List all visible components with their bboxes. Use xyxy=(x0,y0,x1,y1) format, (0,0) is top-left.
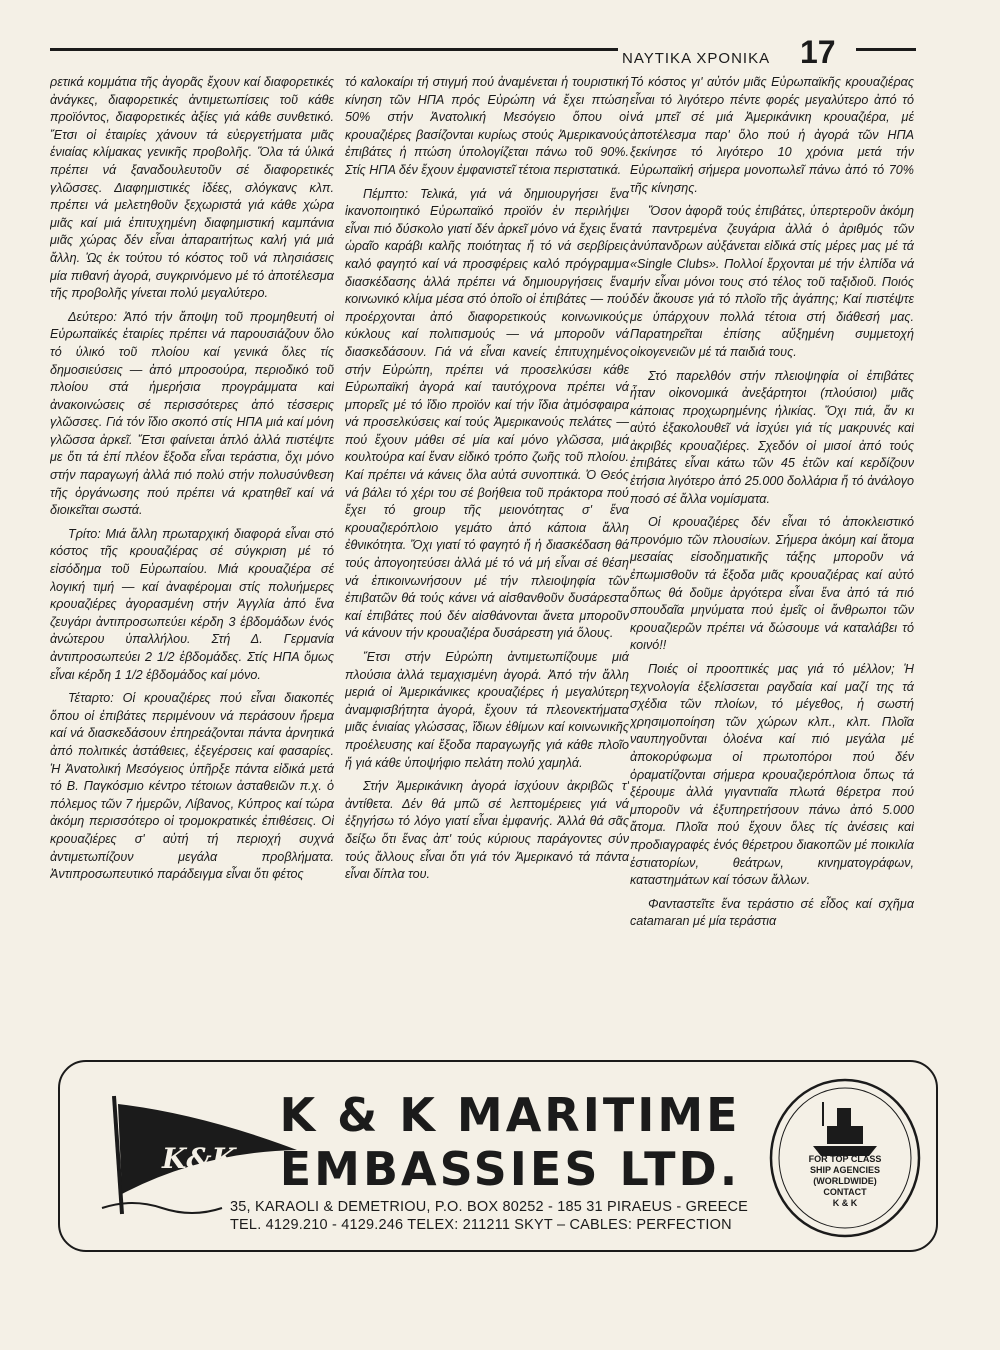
company-name-line-1: K & K MARITIME xyxy=(279,1088,741,1142)
article-column-3 xyxy=(630,74,914,1054)
paragraph: Στό παρελθόν στήν πλειοψηφία οἱ ἐπιβάτες ἦταν οἰκονομικά ἀνεξάρτητοι (πλούσιοι) μιᾶς κάποιας προχωρημένης ἡλικίας. Ὄχι πιά, ἄν κι αὐτό ἐξακολουθεῖ νά ἰσχύει γιά τίς μακρυνές καί ἀκριβές κρουαζιέρες. Σχεδόν οἱ μισοί ἀπό τούς ἐπιβάτες εἶναι κάτω τῶν 45 ἐτῶν καί κερδίζουν ἐτήσια λιγότερο ἀπό 25.000 δολλάρια ἤ τό ἀνάλογο ποσό σέ ἄλλα νομίσματα. xyxy=(630,368,914,506)
badge-line: K & K xyxy=(832,1198,858,1208)
article-column-1 xyxy=(50,74,334,1054)
paragraph: Φανταστεῖτε ἕνα τεράστιο σέ εἶδος καί σχῆμα catamaran μέ μία τεράστια xyxy=(630,896,914,929)
paragraph: Δεύτερο: Ἀπό τήν ἄποψη τοῦ προμηθευτή οἱ Εὐρωπαϊκές ἑταιρίες πρέπει νά παρουσιάζουν ὅλο τό ὑλικό τοῦ πλοίου καί γενικά ὅλες τίς δημοσιεύσεις — ἀπό μπροσούρα, περιοδικό τοῦ πλοίου στά ἡμερήσια προγράμματα καί ἀνακοινώσεις σέ περισσότερες ἀπό τέσσερις γλῶσσες. Γιά τόν ἴδιο σκοπό στίς ΗΠΑ μιά καί μόνη γλῶσσα ἀρκεῖ. Ἔτσι φαίνεται ἁπλό ἀλλά πιστέψτε με ὅτι τά ἐπί πλέον ἔξοδα εἶναι τεράστια, ὄχι μόνο στήν παραγωγή ἀλλά πιό πολύ στήν πολυσύνθεση τῆς ὀργάνωσης πού πρέπει νά κρατηθεῖ καί νά διοικεῖται σωστά. xyxy=(50,309,334,518)
flag-text: K&K xyxy=(162,1142,236,1175)
badge-line: CONTACT xyxy=(823,1187,867,1197)
paragraph: Ποιές οἱ προοπτικές μας γιά τό μέλλον; Ἡ τεχνολογία ἐξελίσσεται ραγδαία καί μαζί της τά σχέδια τῶν πλοίων, τό μέγεθος, ἡ σωστή χρησιμοποίηση τῶν χώρων κλπ., κλπ. Πλοῖα ναυπηγοῦνται ὁλοένα καί πιό μεγάλα μέ ἀποκορύφωμα οἱ πρωτοπόροι πού δέν ὁραματίζονται σήμερα κρουαζιερόπλοια ὅπως τά ξέρουμε ἀλλά γιγαντιαῖα πλωτά θέρετρα πού μποροῦν νά ἐξυπηρετήσουν πάνω ἀπό 5.000 ἄτομα. Πλοῖα πού ἔχουν ὅλες τίς ἀνέσεις καί προδιαγραφές ἑνός θέρετρου διακοπῶν μέ ποικιλία ἑστιατορίων, θεάτρων, κινηματογράφων, καταστημάτων καί τόσων ἄλλων. xyxy=(630,662,914,888)
paragraph: ρετικά κομμάτια τῆς ἀγορᾶς ἔχουν καί διαφορετικές ἀνάγκες, διαφορετικές ἀντιμετωπίσεις τοῦ κάθε προϊόντος, διαφορετικές ἀξίες γιά κάθε συνθετικό. Ἔτσι οἱ ἑταιρίες χάνουν τά εὐεργετήματα μιᾶς ἑνιαίας κλίμακας γενικῆς προβολῆς. Ὅλα τά ὑλικά πρέπει νά ξαναδουλευτοῦν σέ διαφορετικές γλῶσσες. Διαφημιστικές ἰδέες, σλόγκανς κλπ. πρέπει νά μελετηθοῦν ξεχωριστά γιά κάθε χώρα μιᾶς καί μιά ἐπιτυχημένη διαφημιστική καμπάνια μιᾶς χώρας δέν εἶναι ἀπαραιτήτως καλή γιά μιά ἄλλη. Ὡς ἐκ τούτου τό κόστος τοῦ νά πλησιάσεις μία πιθανή ἀγορά, συγκρινόμενο μέ τό ἀποτέλεσμα τῆς προβολῆς γίνεται πολύ μεγαλύτερο. xyxy=(50,75,334,301)
paragraph: Στήν Ἀμερικάνικη ἀγορά ἰσχύουν ἀκριβῶς τ' ἀντίθετα. Δέν θά μπῶ σέ λεπτομέρειες γιά νά ἐξηγήσω τό λόγο γιατί εἶναι ἐμφανής. Ἀλλά θά σᾶς δείξω ὅτι ἕνας ἀπ' τούς κύριους παράγοντες σύν τούς ἄλλους εἶναι ὅτι γιά τόν Ἀμερικανό τά πάντα εἶναι δίπλα του. xyxy=(345,779,629,882)
badge-line: FOR TOP CLASS xyxy=(808,1154,882,1164)
paragraph: Ἔτσι στήν Εὐρώπη ἀντιμετωπίζουμε μιά πλούσια ἀλλά τεμαχισμένη ἀγορά. Ἀπό τήν ἄλλη μεριά οἱ Ἀμερικάνικες κρουαζιέρες ἡ μεγαλύτερη ἀναμφισβήτητα ἀγορά, ἔχουν τά πλεονεκτήματα μιᾶς ἑνιαίας γλώσσας, ἴδιων ἐθίμων καί κοινωνικῆς προέλευσης καί ἔξοδα παραγωγῆς γιά κάθε πλοῖο ἤ γιά κάθε ὑποψήφιο πελάτη πολύ χαμηλά. xyxy=(345,650,629,770)
company-name-line-2: EMBASSIES LTD. xyxy=(279,1142,741,1196)
company-address xyxy=(230,1198,790,1234)
paragraph: Τέταρτο: Οἱ κρουαζιέρες πού εἶναι διακοπές ὅπου οἱ ἐπιβάτες περιμένουν νά περάσουν ἤρεμα καί νά διασκεδάσουν ἐπηρεάζονται πάντα ἀρνητικά ἀπό πολιτικές ἀστάθειες, ἐξεγέρσεις καί φασαρίες. Ἡ Ἀνατολική Μεσόγειος ὑπῆρξε πάντα εἰδικά μετά τό Β. Παγκόσμιο κέντρο τέτοιων ἀσταθειῶν π.χ. ὁ πόλεμος τῶν 7 ἡμερῶν, Λίβανος, Κύπρος καί τώρα ἀκόμη περισσότερο οἱ τρομοκρατικές ἐπιθέσεις. Οἱ κρουαζιέρες σ' αὐτή τή περιοχή συχνά ἀντιμετωπίζουν μεγάλα προβλήματα. Ἀντιπροσωπευτικό παράδειγμα εἶναι ὅτι φέτος xyxy=(50,691,334,882)
page-number: 17 xyxy=(800,34,836,70)
company-name xyxy=(275,1088,745,1196)
magazine-title: ΝΑΥΤΙΚΑ ΧΡΟΝΙΚΑ xyxy=(622,50,771,67)
paragraph: Οἱ κρουαζιέρες δέν εἶναι τό ἀποκλειστικό προνόμιο τῶν πλουσίων. Σήμερα ἀκόμη καί ἄτομα μεσαίας εἰσοδηματικῆς τάξης μποροῦν νά ἐπωμισθοῦν τά ἔξοδα μιᾶς κρουαζιέρας καί αὐτό ὅπως θά δοῦμε ἀργότερα εἶναι ἕνα ἀπό τά πιό σπουδαῖα μηνύματα πού ἐμεῖς οἱ ἄνθρωποι τῶν κρουαζιερῶν πρέπει νά δώσουμε νά καταλάβει τό κοινό!! xyxy=(630,515,914,653)
agency-badge-text xyxy=(765,1154,925,1209)
header-rule-right xyxy=(856,48,916,51)
article-column-2 xyxy=(345,74,629,1054)
paragraph: Τό κόστος γι' αὐτόν μιᾶς Εὐρωπαϊκῆς κρουαζιέρας εἶναι τό λιγότερο πέντε φορές μεγαλύτερο ἀπό τό νά μπεῖ σέ μιά Ἀμερικάνικη κρουαζιέρα, μέ ἀποτέλεσμα παρ' ὅλο πού ἡ ἀγορά τῶν ΗΠΑ ξεκίνησε τό λιγότερο 10 χρόνια μετά τήν Εὐρωπαϊκή σήμερα μονοπωλεῖ πάνω ἀπό τό 70% τῆς κίνησης. xyxy=(630,75,914,195)
paragraph: Τρίτο: Μιά ἄλλη πρωταρχική διαφορά εἶναι στό κόστος τῆς κρουαζιέρας σέ σύγκριση μέ τό εἰσόδημα τοῦ Εὐρωπαίου. Μιά κρουαζιέρα σέ λογική τιμή — καί ἀναφέρομαι στίς πολυήμερες κρουαζιέρες ἀγορασμένη στήν Ἀγγλία ἀπό ἕνα ζευγάρι ἀντιπροσωπεύει κέρδη 3 ἑβδομάδων ἑνός ἀνώτερου ὑπαλλήλου. Στή Δ. Γερμανία ἀντιπροσωπεύει 2 1/2 ἑβδομάδες. Στίς ΗΠΑ ὅμως εἶναι κέρδη 1 1/2 ἑβδομάδος καί μόνο. xyxy=(50,526,334,682)
address-line-2: TEL. 4129.210 - 4129.246 TELEX: 211211 SKYT – CABLES: PERFECTION xyxy=(230,1217,732,1233)
header-rule-left xyxy=(50,48,618,51)
paragraph: τό καλοκαίρι τή στιγμή πού ἀναμένεται ἡ τουριστική κίνηση τῶν ΗΠΑ πρός Εὐρώπη νά ἔχει πτώση 50% στήν Ἀνατολική Μεσόγειο ὅπου οἱ κρουαζιέρες βασίζονται κυρίως στούς Ἀμερικανούς ἐπιβάτες ἡ πτώση ὑπολογίζεται πάνω τοῦ 90%. Στίς ΗΠΑ δέν ἔχουν ἐμφανιστεῖ τέτοια περιστατικά. xyxy=(345,75,629,177)
badge-line: (WORLDWIDE) xyxy=(813,1176,877,1186)
badge-line: SHIP AGENCIES xyxy=(809,1165,881,1175)
paragraph: Πέμπτο: Τελικά, γιά νά δημιουργήσει ἕνα ἱκανοποιητικό Εὐρωπαϊκό προϊόν ἐν περιλήψει εἶναι πιό δύσκολο γιατί δέν ἀρκεῖ μόνο νά ἔχεις ἕνα ὡραῖο καράβι καλῆς ποιότητας ἤ τό νά σερβίρεις καλό φαγητό καί νά προσφέρεις καλό πρόγραμμα διασκέδασης ἀλλά πρέπει νά δημιουργήσεις ἕνα κοινωνικό κλίμα μέσα στό ὁποῖο οἱ ἐπιβάτες — πού προέρχονται ἀπό διαφορετικούς κοινωνικούς κύκλους καί πολιτισμούς — νά μποροῦν νά διασκεδάσουν. Γιά νά εἶναι κανείς ἐπιτυχημένος στήν Εὐρώπη, πρέπει νά προσελκύσει κάθε Εὐρωπαϊκή ἀγορά καί ταυτόχρονα πρέπει νά μπορεῖς μέ τό ἴδιο προϊόν καί τήν ἴδια ἀτμόσφαιρα νά προσελκύσεις καί τούς Ἀμερικανούς πελάτες — πού ἔχουν μάθει σέ μία καί μόνο γλῶσσα, μιά κουλτούρα καί ἕναν εἰδικό τρόπο ζωῆς τοῦ πλοίου. Καί πρέπει νά κάνεις ὅλα αὐτά συνοπτικά. Ὁ Θεός νά βάλει τό χέρι του σέ βοήθεια τοῦ πράκτορα πού ἔχει τό group τῆς μειονότητας σ' ἕνα κρουαζιερόπλοιο γεμάτο ἀπό κάποια ἄλλη ἐθνικότητα. Ὄχι γιατί τό φαγητό ἤ ἡ διασκέδαση θά τούς ἀπογοητεύσει ἀλλά μέ τό νά μή εἶναι σέ θέση νά ἐπικοινωνήσουν μέ τήν πλειοψηφία τῶν ἐπιβατῶν θά τούς κάνει νά αἰσθανθοῦν δυσάρεστα καί ἐπιβάτες πού δέν αἰσθάνονται ἄνετα μποροῦν νά κάνουν τήν κρουαζιέρα δυσάρεστη γιά ὅλους. xyxy=(345,186,629,641)
paragraph: Ὅσον ἀφορᾶ τούς ἐπιβάτες, ὑπερτεροῦν ἀκόμη τά παντρεμένα ζευγάρια ἀλλά ὁ ἀριθμός τῶν ἀνύπανδρων αὐξάνεται εἰδικά στίς μέρες μας μέ τά «Single Clubs». Πολλοί ἔρχονται μέ τήν ἐλπίδα νά μήν εἶναι μόνοι τους στό τέλος τοῦ ταξιδιοῦ. Ποιός δέν ἄκουσε γιά τό πλοῖο τῆς ἀγάπης; Καί πιστέψτε με ὑπάρχουν πολλά τέτοια στή διάθεσή μας. Παρατηρεῖται ἐπίσης αὔξημένη συμμετοχή οἰκογενειῶν μέ τά παιδιά τους. xyxy=(630,204,914,359)
kk-maritime-advertisement xyxy=(58,1060,938,1252)
address-line-1: 35, KARAOLI & DEMETRIOU, P.O. BOX 80252 - 185 31 PIRAEUS - GREECE xyxy=(230,1199,749,1215)
